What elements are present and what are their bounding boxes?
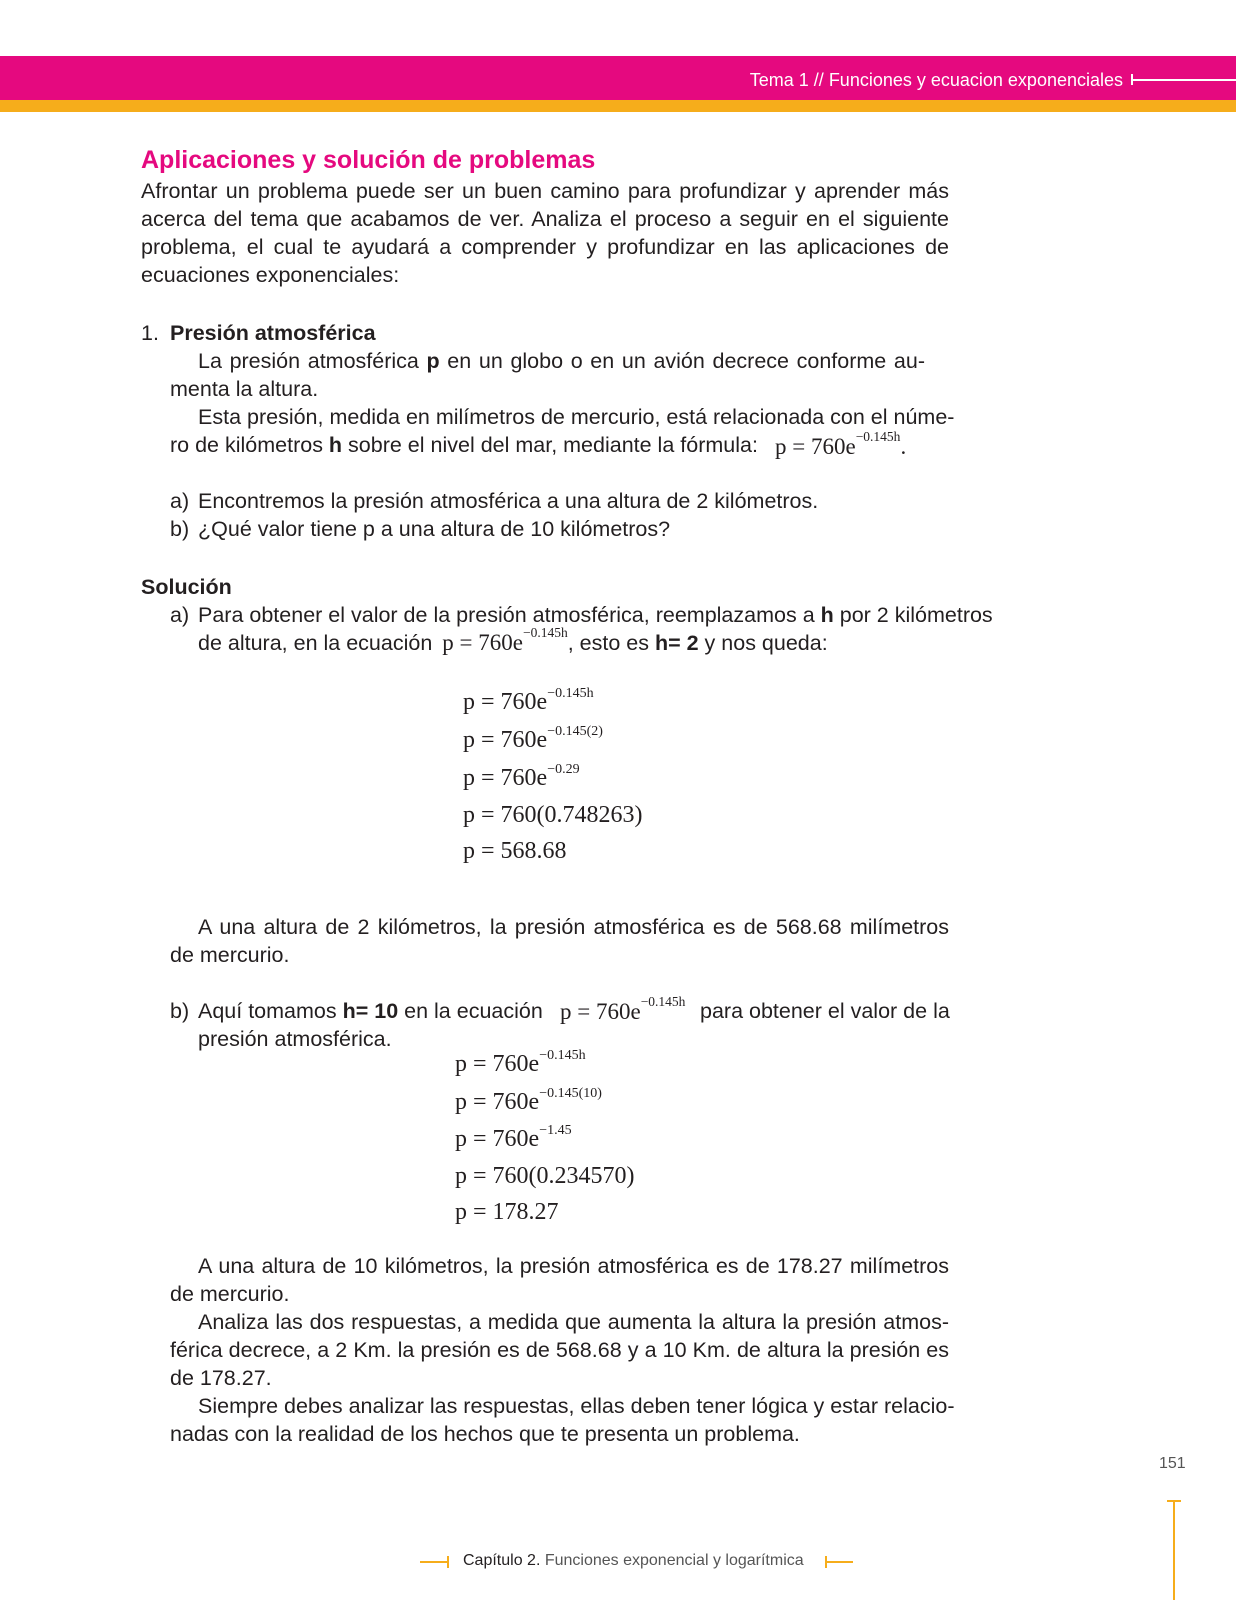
intro-line: acerca del tema que acabamos de ver. Analiza el proceso a seguir en el siguiente <box>141 207 949 231</box>
solution-a-label: a) <box>170 603 190 627</box>
problem-line: ro de kilómetros h sobre el nivel del mar, mediante la fórmula: <box>170 433 758 457</box>
equation-step: $p = 760e^{-0.145h}$ <box>455 1048 586 1077</box>
footer-chapter: Capítulo 2. Funciones exponencial y logarítmica <box>463 1552 804 1569</box>
section-title: Aplicaciones y solución de problemas <box>141 146 596 174</box>
solution-a-line: de altura, en la ecuación $p = 760e^{-0.145h}$, esto es h= 2 y nos queda: <box>198 625 828 655</box>
question-b: ¿Qué valor tiene p a una altura de 10 kilómetros? <box>198 517 671 541</box>
footer-rule-right <box>827 1561 853 1563</box>
closing-line: nadas con la realidad de los hechos que te presenta un problema. <box>170 1422 800 1446</box>
page-number: 151 <box>1159 1455 1186 1472</box>
solution-b-result: de mercurio. <box>170 1282 290 1306</box>
intro-line: ecuaciones exponenciales: <box>141 263 400 287</box>
header-rule <box>1133 79 1236 81</box>
solution-b-label: b) <box>170 999 190 1023</box>
inline-formula: $p = 760e^{-0.145h}$ <box>442 625 568 655</box>
header-accent-stripe <box>0 100 1236 112</box>
inline-formula: $p = 760e^{-0.145h}$ <box>560 994 686 1024</box>
equation-step: $p = 760e^{-1.45}$ <box>455 1123 572 1152</box>
equation-step: $p = 760e^{-0.145(2)}$ <box>463 724 603 753</box>
problem-line: menta la altura. <box>170 377 319 401</box>
side-accent-line <box>1173 1500 1175 1600</box>
equation-step: p = 760(0.234570) <box>455 1163 635 1189</box>
footer-rule-left <box>420 1561 447 1563</box>
question-b-label: b) <box>170 517 190 541</box>
problem-title: Presión atmosférica <box>170 321 376 345</box>
equation-step: p = 760(0.748263) <box>463 802 643 828</box>
question-a-label: a) <box>170 489 190 513</box>
equation-step: $p = 760e^{-0.29}$ <box>463 762 580 791</box>
solution-a-result: A una altura de 2 kilómetros, la presión atmosférica es de 568.68 milímetros <box>198 915 949 939</box>
closing-line: Siempre debes analizar las respuestas, ellas deben tener lógica y estar relacio- <box>198 1394 955 1418</box>
problem-number: 1. <box>141 321 159 345</box>
footer-tick-left <box>447 1556 449 1568</box>
problem-formula: $p = 760e^{-0.145h}$. <box>775 429 907 459</box>
question-a: Encontremos la presión atmosférica a una altura de 2 kilómetros. <box>198 489 819 513</box>
equation-step: p = 568.68 <box>463 838 567 864</box>
analysis-line: férica decrece, a 2 Km. la presión es de 568.68 y a 10 Km. de altura la presión es <box>170 1338 949 1362</box>
problem-line: La presión atmosférica p en un globo o en un avión decrece conforme au- <box>198 349 925 373</box>
solution-b-line: para obtener el valor de la <box>700 999 950 1023</box>
problem-line: Esta presión, medida en milímetros de mercurio, está relacionada con el núme- <box>198 405 955 429</box>
solution-b-line: presión atmosférica. <box>198 1027 392 1051</box>
header-title: Tema 1 // Funciones y ecuacion exponenciales <box>749 70 1123 90</box>
analysis-line: Analiza las dos respuestas, a medida que aumenta la altura la presión atmos- <box>198 1310 949 1334</box>
equation-step: $p = 760e^{-0.145h}$ <box>463 686 594 715</box>
solution-b-result: A una altura de 10 kilómetros, la presión atmosférica es de 178.27 milímetros <box>198 1254 949 1278</box>
equation-step: $p = 760e^{-0.145(10)}$ <box>455 1086 602 1115</box>
equation-step: p = 178.27 <box>455 1199 559 1225</box>
solution-a-line: Para obtener el valor de la presión atmosférica, reemplazamos a h por 2 kilómetros <box>198 603 993 627</box>
intro-line: Afrontar un problema puede ser un buen camino para profundizar y aprender más <box>141 179 949 203</box>
solution-title: Solución <box>141 575 232 599</box>
analysis-line: de 178.27. <box>170 1366 272 1390</box>
solution-b-line: Aquí tomamos h= 10 en la ecuación <box>198 999 543 1023</box>
intro-line: problema, el cual te ayudará a comprender y profundizar en las aplicaciones de <box>141 235 949 259</box>
solution-a-result: de mercurio. <box>170 943 290 967</box>
